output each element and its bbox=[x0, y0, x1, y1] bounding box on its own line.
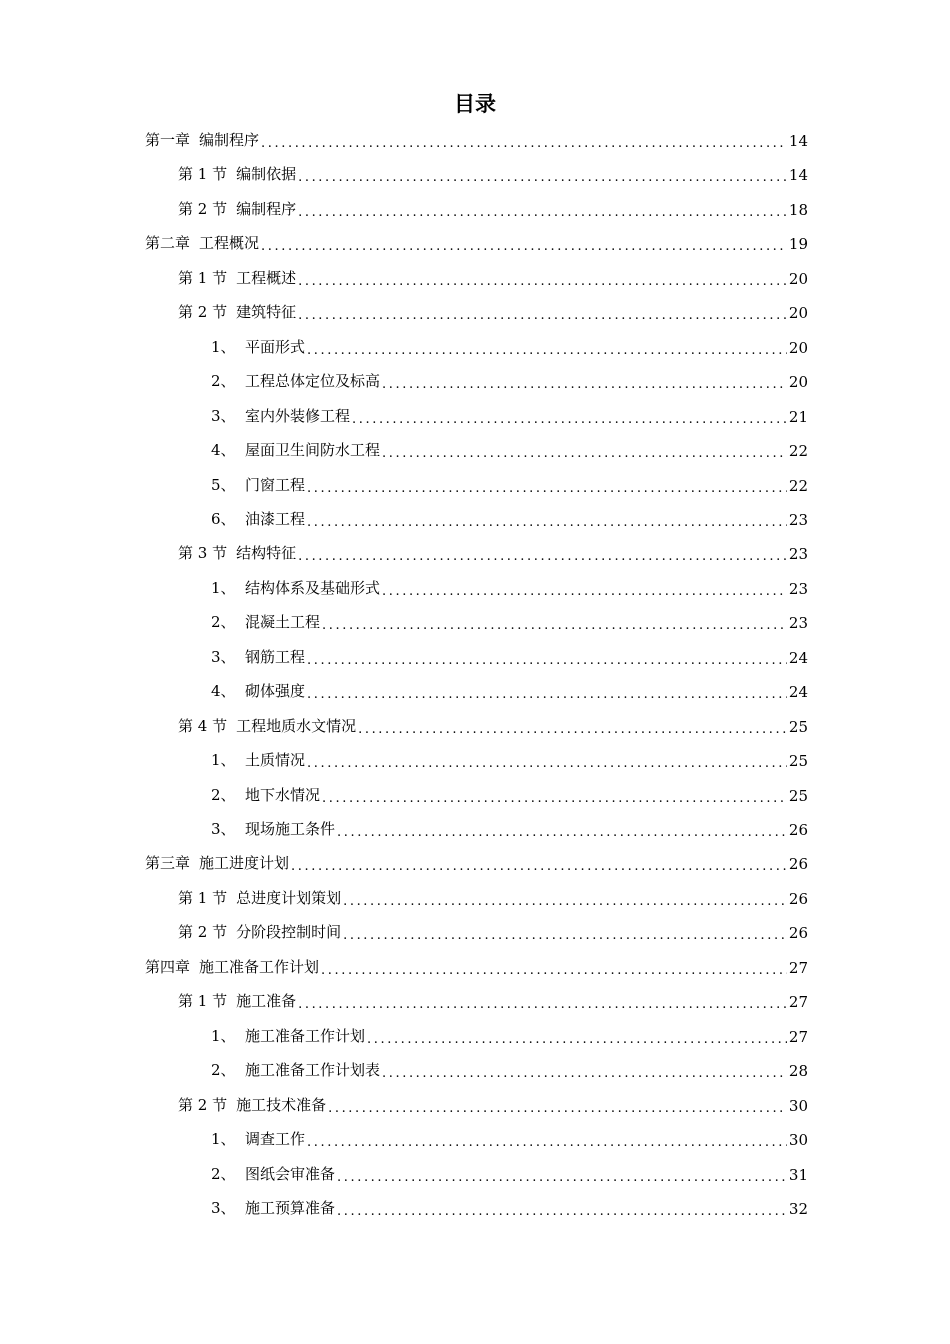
toc-entry-number: 1、 bbox=[211, 578, 236, 597]
toc-entry-text: 施工预算准备 bbox=[245, 1198, 336, 1217]
toc-entry[interactable] bbox=[178, 916, 808, 942]
toc-dot-leader bbox=[382, 585, 787, 598]
toc-entry-label bbox=[211, 508, 305, 529]
toc-entry[interactable] bbox=[211, 1123, 808, 1149]
toc-entry[interactable] bbox=[145, 124, 808, 150]
toc-dot-leader bbox=[307, 654, 787, 667]
toc-entry-label bbox=[178, 198, 296, 219]
toc-entry[interactable] bbox=[178, 882, 808, 908]
toc-entry-page-number: 22 bbox=[788, 442, 808, 461]
toc-entry-page-number: 24 bbox=[788, 683, 808, 702]
toc-entry-number: 4、 bbox=[211, 682, 236, 701]
toc-entry-page-number: 23 bbox=[788, 579, 808, 598]
toc-entry-number: 第 2 节 bbox=[178, 199, 228, 218]
toc-entry[interactable] bbox=[178, 710, 808, 736]
toc-entry-text: 施工准备工作计划表 bbox=[245, 1061, 381, 1080]
toc-entry-number: 1、 bbox=[211, 1026, 236, 1045]
toc-entry-label bbox=[211, 405, 350, 426]
toc-entry-number: 3、 bbox=[211, 820, 236, 838]
toc-entry-text: 施工准备工作计划 bbox=[245, 1026, 366, 1045]
toc-entry-number: 第 1 节 bbox=[178, 165, 228, 184]
toc-entry-number: 第 1 节 bbox=[178, 888, 228, 907]
toc-entry-label bbox=[211, 1025, 365, 1046]
toc-entry-label bbox=[145, 852, 289, 873]
toc-entry-text: 施工准备工作计划 bbox=[199, 957, 320, 976]
toc-entry[interactable] bbox=[211, 606, 808, 632]
toc-entry-label bbox=[211, 1163, 335, 1184]
toc-entry-page-number: 22 bbox=[788, 476, 808, 495]
toc-entry-page-number: 23 bbox=[788, 614, 808, 633]
toc-entry-text: 混凝土工程 bbox=[245, 613, 321, 632]
toc-entry-number: 第一章 bbox=[145, 131, 191, 149]
toc-dot-leader bbox=[367, 1033, 787, 1046]
toc-dot-leader bbox=[343, 895, 787, 908]
toc-entry-text: 砌体强度 bbox=[245, 682, 306, 701]
toc-entry[interactable] bbox=[211, 1158, 808, 1184]
toc-entry-label bbox=[178, 1094, 326, 1115]
toc-entry-text: 地下水情况 bbox=[245, 785, 321, 804]
toc-entry-page-number: 23 bbox=[788, 510, 808, 529]
toc-entry-number: 第 3 节 bbox=[178, 544, 228, 563]
toc-entry[interactable] bbox=[211, 1192, 808, 1218]
toc-dot-leader bbox=[343, 929, 787, 942]
toc-dot-leader bbox=[298, 998, 787, 1011]
toc-entry-number: 2、 bbox=[211, 785, 236, 804]
toc-entry-number: 2、 bbox=[211, 613, 236, 632]
toc-entry-number: 1、 bbox=[211, 1130, 236, 1149]
toc-entry-page-number: 26 bbox=[788, 889, 808, 908]
toc-entry-page-number: 30 bbox=[788, 1096, 808, 1115]
toc-entry[interactable] bbox=[211, 503, 808, 529]
toc-entry-label bbox=[211, 646, 305, 667]
toc-entry[interactable] bbox=[178, 985, 808, 1011]
toc-dot-leader bbox=[261, 137, 787, 150]
toc-entry-text: 工程总体定位及标高 bbox=[245, 372, 381, 391]
toc-dot-leader bbox=[307, 344, 787, 357]
toc-entry-page-number: 14 bbox=[788, 166, 808, 185]
toc-entry[interactable] bbox=[211, 434, 808, 460]
toc-entry-page-number: 26 bbox=[788, 924, 808, 943]
toc-entry[interactable] bbox=[211, 572, 808, 598]
toc-entry-label bbox=[211, 1059, 380, 1080]
toc-entry-number: 第 4 节 bbox=[178, 716, 228, 735]
toc-entry-text: 施工准备 bbox=[236, 992, 297, 1011]
toc-entry[interactable] bbox=[178, 262, 808, 288]
toc-dot-leader bbox=[337, 1205, 787, 1218]
toc-entry-page-number: 18 bbox=[788, 200, 808, 219]
toc-entry[interactable] bbox=[211, 675, 808, 701]
toc-entry-label bbox=[211, 1128, 305, 1149]
toc-entry[interactable] bbox=[211, 641, 808, 667]
toc-entry[interactable] bbox=[178, 537, 808, 563]
toc-entry-text: 编制程序 bbox=[236, 199, 297, 218]
toc-entry-label bbox=[178, 301, 296, 322]
toc-entry-label bbox=[178, 163, 296, 184]
toc-entry[interactable] bbox=[178, 193, 808, 219]
toc-dot-leader bbox=[307, 516, 787, 529]
toc-title: 目录 bbox=[454, 92, 496, 116]
toc-entry-number: 3、 bbox=[211, 647, 236, 666]
toc-dot-leader bbox=[291, 860, 787, 873]
toc-entry[interactable] bbox=[211, 1054, 808, 1080]
toc-dot-leader bbox=[352, 413, 787, 426]
toc-entry-page-number: 26 bbox=[788, 855, 808, 874]
toc-entry-label bbox=[211, 1197, 335, 1218]
toc-entry-text: 工程地质水文情况 bbox=[236, 716, 357, 735]
toc-entry-label bbox=[211, 818, 335, 839]
toc-entry-page-number: 27 bbox=[788, 958, 808, 977]
toc-entry-number: 第四章 bbox=[145, 957, 191, 976]
toc-dot-leader bbox=[298, 309, 787, 322]
toc-entry-page-number: 25 bbox=[788, 717, 808, 736]
toc-entry-text: 工程概述 bbox=[236, 268, 297, 287]
toc-entry-page-number: 21 bbox=[788, 407, 808, 426]
toc-entry[interactable] bbox=[211, 400, 808, 426]
toc-entry-number: 第 2 节 bbox=[178, 1095, 228, 1114]
toc-entry-page-number: 28 bbox=[788, 1062, 808, 1081]
toc-dot-leader bbox=[298, 206, 787, 219]
toc-entry-page-number: 31 bbox=[788, 1165, 808, 1184]
toc-dot-leader bbox=[307, 757, 787, 770]
toc-entry-text: 土质情况 bbox=[245, 751, 306, 770]
toc-entry-number: 3、 bbox=[211, 1198, 236, 1217]
toc-entry-page-number: 32 bbox=[788, 1199, 808, 1218]
toc-entry-label bbox=[178, 921, 341, 942]
toc-entry-text: 结构特征 bbox=[236, 544, 297, 563]
toc-dot-leader bbox=[307, 1136, 787, 1149]
toc-entry-label bbox=[145, 956, 319, 977]
toc-entry-number: 1、 bbox=[211, 751, 236, 770]
toc-entry[interactable] bbox=[211, 813, 808, 839]
toc-entry-text: 总进度计划策划 bbox=[236, 888, 342, 907]
toc-entry-text: 图纸会审准备 bbox=[245, 1164, 336, 1183]
toc-entry-page-number: 20 bbox=[788, 373, 808, 392]
toc-entry-text: 调查工作 bbox=[245, 1130, 306, 1149]
toc-entry-label bbox=[211, 577, 380, 598]
toc-entry[interactable] bbox=[211, 365, 808, 391]
toc-dot-leader bbox=[322, 619, 787, 632]
toc-entry-text: 编制程序 bbox=[199, 131, 260, 149]
toc-dot-leader bbox=[307, 688, 787, 701]
toc-entry-text: 建筑特征 bbox=[236, 303, 297, 322]
toc-entry-text: 屋面卫生间防水工程 bbox=[245, 441, 381, 460]
toc-dot-leader bbox=[358, 723, 787, 736]
toc-entry-page-number: 23 bbox=[788, 545, 808, 564]
toc-entry[interactable] bbox=[178, 296, 808, 322]
toc-entry-text: 油漆工程 bbox=[245, 509, 306, 528]
toc-entry-number: 第三章 bbox=[145, 854, 191, 873]
toc-dot-leader bbox=[261, 240, 787, 253]
toc-entry[interactable] bbox=[211, 744, 808, 770]
toc-entry-label bbox=[211, 680, 305, 701]
toc-entry-label bbox=[178, 542, 296, 563]
toc-entry-text: 施工技术准备 bbox=[236, 1095, 327, 1114]
toc-entry-label bbox=[145, 232, 259, 253]
toc-entry[interactable] bbox=[178, 1089, 808, 1115]
toc-entry-label bbox=[211, 611, 320, 632]
toc-entry-number: 第二章 bbox=[145, 234, 191, 253]
toc-entry[interactable] bbox=[211, 1020, 808, 1046]
toc-dot-leader bbox=[298, 275, 787, 288]
toc-entry-number: 4、 bbox=[211, 441, 236, 460]
toc-entry-text: 分阶段控制时间 bbox=[236, 923, 342, 942]
toc-entry-label bbox=[211, 474, 305, 495]
toc-entry[interactable] bbox=[178, 158, 808, 184]
toc-entry-label bbox=[145, 129, 259, 150]
toc-dot-leader bbox=[322, 792, 787, 805]
toc-entry-label bbox=[211, 749, 305, 770]
toc-entry[interactable] bbox=[145, 951, 808, 977]
toc-dot-leader bbox=[307, 482, 787, 495]
toc-entry-page-number: 25 bbox=[788, 786, 808, 805]
toc-dot-leader bbox=[298, 550, 787, 563]
toc-entry-text: 工程概况 bbox=[199, 234, 260, 253]
toc-entry-label bbox=[178, 715, 356, 736]
toc-entry[interactable] bbox=[211, 779, 808, 805]
toc-entry-number: 6、 bbox=[211, 509, 236, 528]
toc-entry-label bbox=[178, 267, 296, 288]
toc-entry-label bbox=[178, 990, 296, 1011]
toc-entry-text: 室内外装修工程 bbox=[245, 406, 351, 425]
toc-entry-page-number: 24 bbox=[788, 648, 808, 667]
toc-dot-leader bbox=[382, 1067, 787, 1080]
toc-entry[interactable] bbox=[145, 227, 808, 253]
toc-dot-leader bbox=[328, 1102, 787, 1115]
toc-entry-number: 2、 bbox=[211, 372, 236, 391]
toc-entry-page-number: 27 bbox=[788, 993, 808, 1012]
toc-entry-number: 1、 bbox=[211, 337, 236, 356]
toc-entry-page-number: 19 bbox=[788, 235, 808, 254]
toc-dot-leader bbox=[337, 1171, 787, 1184]
toc-entry-number: 5、 bbox=[211, 475, 236, 494]
toc-dot-leader bbox=[337, 826, 787, 839]
toc-entry-page-number: 14 bbox=[788, 132, 808, 150]
toc-entry-number: 第 2 节 bbox=[178, 303, 228, 322]
toc-entry-label bbox=[211, 439, 380, 460]
toc-entry[interactable] bbox=[211, 469, 808, 495]
toc-entry-text: 门窗工程 bbox=[245, 475, 306, 494]
toc-dot-leader bbox=[298, 171, 787, 184]
toc-entry[interactable] bbox=[145, 847, 808, 873]
toc-entry-number: 2、 bbox=[211, 1061, 236, 1080]
toc-dot-leader bbox=[321, 964, 787, 977]
toc-entry-number: 第 1 节 bbox=[178, 268, 228, 287]
toc-dot-leader bbox=[382, 447, 787, 460]
toc-entry-number: 第 2 节 bbox=[178, 923, 228, 942]
toc-entry-text: 现场施工条件 bbox=[245, 820, 336, 838]
toc-entry-text: 结构体系及基础形式 bbox=[245, 578, 381, 597]
toc-entry-number: 3、 bbox=[211, 406, 236, 425]
toc-dot-leader bbox=[382, 378, 787, 391]
toc-entry[interactable] bbox=[211, 331, 808, 357]
toc-entry-text: 钢筋工程 bbox=[245, 647, 306, 666]
toc-entry-text: 施工进度计划 bbox=[199, 854, 290, 873]
toc-entry-page-number: 27 bbox=[788, 1027, 808, 1046]
toc-entry-number: 第 1 节 bbox=[178, 992, 228, 1011]
toc-entry-number: 2、 bbox=[211, 1164, 236, 1183]
toc-entry-label bbox=[211, 784, 320, 805]
toc-entry-page-number: 20 bbox=[788, 304, 808, 323]
toc-entry-text: 编制依据 bbox=[236, 165, 297, 184]
toc-entry-label bbox=[178, 887, 341, 908]
toc-entry-page-number: 20 bbox=[788, 269, 808, 288]
toc-entry-page-number: 20 bbox=[788, 338, 808, 357]
toc-entry-page-number: 26 bbox=[788, 821, 808, 839]
toc-entry-label bbox=[211, 336, 305, 357]
toc-entry-page-number: 30 bbox=[788, 1131, 808, 1150]
toc-entry-text: 平面形式 bbox=[245, 337, 306, 356]
toc-entry-page-number: 25 bbox=[788, 752, 808, 771]
toc-entry-label bbox=[211, 370, 380, 391]
